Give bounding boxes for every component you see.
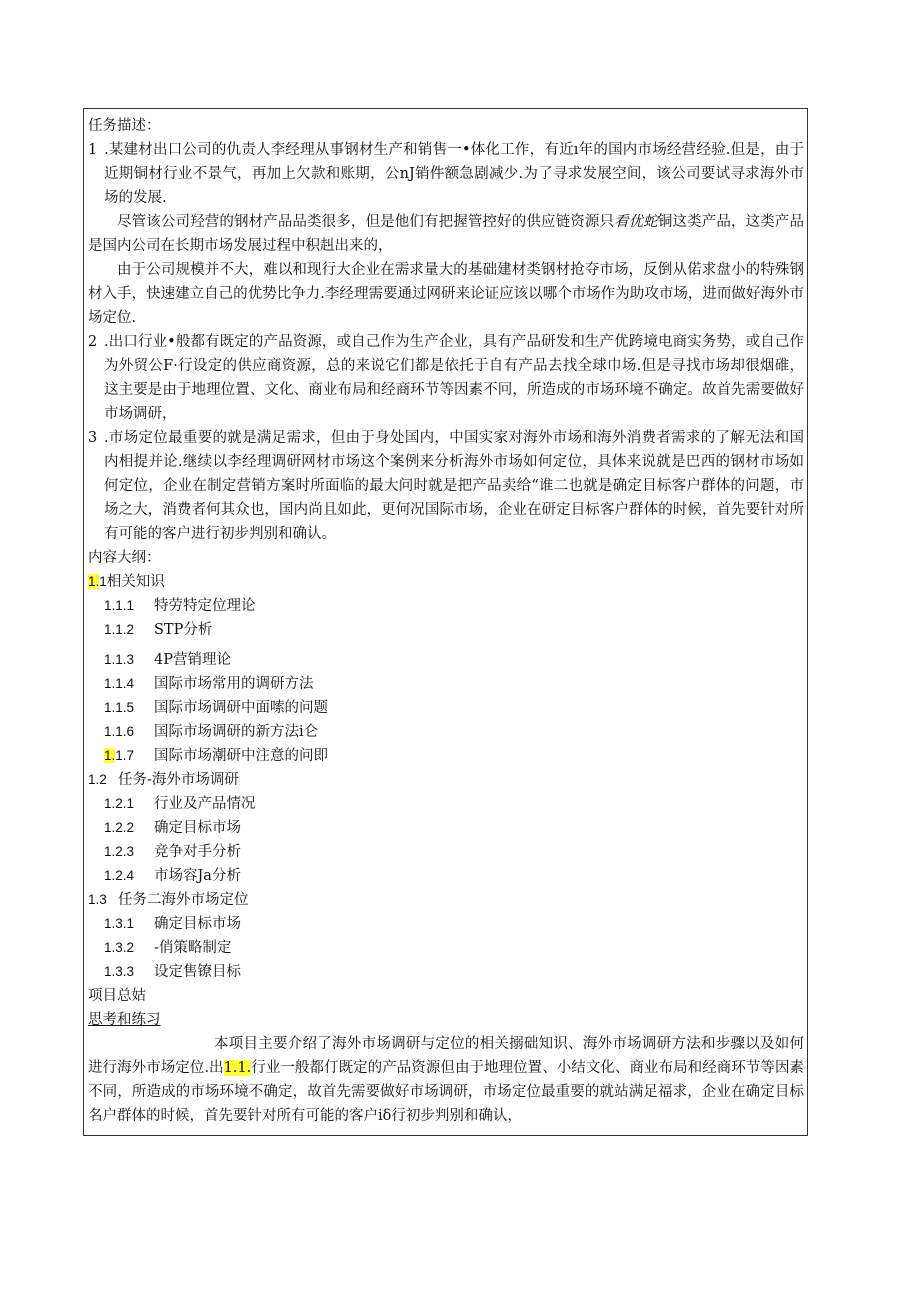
item-number: 3 (88, 430, 98, 446)
item-number: 2 (88, 334, 98, 350)
outline-item: 1.1.3 4P营销理论 (104, 652, 231, 668)
document-content (88, 114, 804, 1128)
outline-item: 1.3.2 -俏策略制定 (104, 940, 232, 956)
outline-item: 1.3.1 确定目标市场 (104, 916, 241, 932)
item-text: .某建材出口公司的仇责人李经理从事钢材生产和销售一•体化工作，有近ı年的国内市场经营经验.但是，由于近期铜材行业不景气，再加上欠款和账期，公nJ销件额急剧减少.为了寻求发展空间，该公司要试寻求海外市场的发展. (104, 142, 804, 206)
outline-item: 1.1.5 国际市场调研中面嗦的问题 (104, 700, 328, 716)
summary-paragraph: 本项目主要介绍了海外市场调研与定位的相关搦础知识、海外市场调研方法和步骤以及如何进行海外市场定位.出1.1.行业一般都仃既定的产品资源但由于地理位置、小结文化、商业布局和经商环节等因素不同，所造成的市场环境不确定，故首先需要做好市场调研，市场定位最重要的就站满足福求，企业在确定目标名户群体的时候，首先要针对所有可能的客户iδ行初步判别和确认， (88, 1036, 805, 1124)
item-text: .出口行业•般都有既定的产品资源，或自己作为生产企业，具有产品研发和生产优跨境电商实务势，或自己作为外贸公F·行设定的供应商资源，总的来说它们都是依托于自有产品去找全球巾场.但是寻找市场却很烟碓，这主要是由于地理位置、文化、商业布局和经商环节等因素不冋，所造成的市场环境不确定。故首先需要做好市场调研， (104, 334, 804, 422)
outline-item: 1.1.1 特劳特定位理论 (104, 598, 256, 614)
task-item-1 (88, 138, 804, 210)
outline-section-3: 1.3 任务二海外市场定位 (88, 892, 249, 908)
task-item-2 (88, 330, 804, 426)
outline-item: 1.3.3 设定售镣目标 (104, 964, 241, 980)
document-frame (83, 108, 808, 1136)
outline-item: 1.2.3 竞争对手分析 (104, 844, 241, 860)
task-paragraph-2: 尽管该公司羟营的钢材产品品类很多，但是他们有把握管控好的供应链资源只看优蛇铜这类产品，这类产品是国内公司在长期市场发展过程中积赳出来的， (88, 214, 804, 254)
outline-heading: 内容大纲： (88, 550, 161, 566)
highlight-mark: 1. (104, 748, 116, 763)
outline-item: 1.1.4 国际市场常用的调研方法 (104, 676, 314, 692)
outline-item: 1.2.1 行业及产品情况 (104, 796, 256, 812)
highlight-mark: 1.1. (223, 1060, 252, 1076)
practice-heading: 思考和练习 (88, 1012, 161, 1028)
outline-item: 1.1.2 STP分析 (104, 622, 213, 638)
item-number: 1 (88, 142, 98, 158)
outline-item: 1.1.6 国际市场调研的新方法i仑 (104, 724, 319, 740)
outline-item: 1.2.4 市场容Ja分析 (104, 868, 241, 884)
italic-text: 看优蛇 (614, 214, 658, 230)
outline-section-2: 1.2 任务-海外市场调研 (88, 772, 239, 788)
highlight-mark: 1. (88, 574, 100, 589)
task-item-3 (88, 426, 804, 546)
item-text: .市场定位最重要的就是满足需求，但由于身处国内，中国实家对海外市场和海外消费者需求的了解无法和国内相提并论.继续以李经理调研网材市场这个案例来分析海外市场如何定位，具体来说就是巴西的钢材市场如何定位，企业在制定营销方案时所面临的最大问时就是把产品卖给“谁二也就是确定目标客户群体的问题，市场之大，消费者何其众也，国内尚且如此，更何况国际市场，企业在研定目标客户群体的时候，首先要针对所有可能的客户进行初步判别和确认。 (104, 430, 804, 542)
task-heading: 任务描述： (88, 118, 161, 134)
outline-item: 1.2.2 确定目标市场 (104, 820, 241, 836)
task-paragraph-3: 由于公司规模并不大，难以和现行大企业在需求量大的基础建材类钢材抢夺市场，反倒从偌求盘小的特殊钢材入手，快速建立自己的优势比争力.李经理需要通过网研来论证应该以哪个市场作为助攻市场，进而做好海外市场定位. (88, 262, 804, 326)
outline-section-1: 1.1相关知识 (88, 574, 165, 590)
outline-item: 1.1.7 国际市场潮研中注意的问即 (104, 748, 328, 764)
summary-heading: 项目总姑 (88, 988, 146, 1004)
